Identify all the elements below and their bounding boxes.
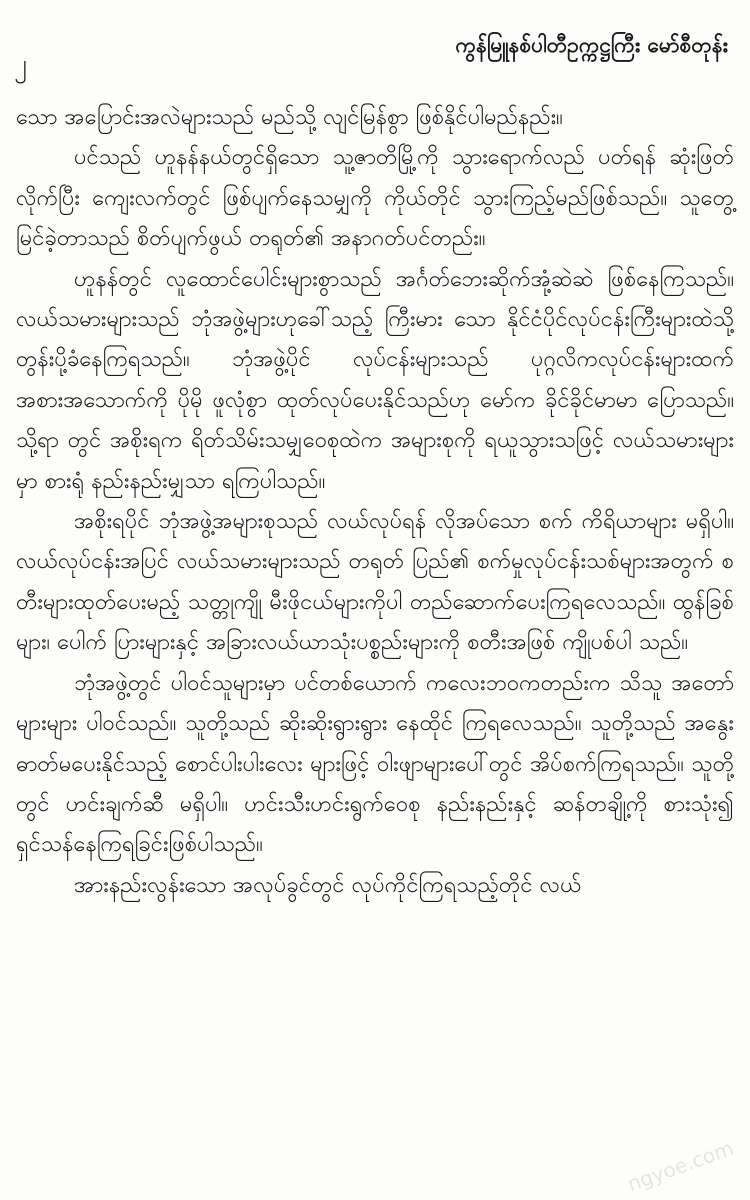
- running-header: ကွန်မြူနစ်ပါတီဥက္ကဋ္ဌကြီး မော်စီတုန်း: [455, 33, 728, 57]
- paragraph: အားနည်းလွန်းသော အလုပ်ခွင်တွင် လုပ်ကိုင်ကြရသည့်တိုင် လယ်: [74, 872, 582, 898]
- paragraph: အစိုးရပိုင် ဘုံအဖွဲ့အများစုသည် လယ်လုပ်ရန် လိုအပ်သော စက် ကိရိယာများ မရှိပါ။ လယ်လုပ်ငန်းအပြင် လယ်သမားများသည် တရုတ် ပြည်၏ စက်မှုလုပ်ငန်းသစ်များအတွက် စတီးများထုတ်ပေးမည့် သတ္တုကျို မီးဖိုငယ်များကိုပါ တည်ဆောက်ပေးကြရလေသည်။ ထွန်ခြစ်များ၊ ပေါက် ပြားများနှင့် အခြားလယ်ယာသုံးပစ္စည်းများကို စတီးအဖြစ် ကျိုပစ်ပါ သည်။: [16, 509, 734, 656]
- paragraph: ဟူနန်တွင် လူထောင်ပေါင်းများစွာသည် အင်္ဂတ်ဘေးဆိုက်အုံ့ဆဲဆဲ ဖြစ်နေကြသည်။ လယ်သမားများသည် ဘုံအဖွဲ့များဟုခေါ်သည့် ကြီးမား သော နိုင်ငံပိုင်လုပ်ငန်းကြီးများထဲသို့ တွန်းပို့ခံနေကြရသည်။ ဘုံအဖွဲ့ပိုင် လုပ်ငန်းများသည် ပုဂ္ဂလိကလုပ်ငန်းများထက် အစားအသောက်ကို ပိုမို ဖူလုံစွာ ထုတ်လုပ်ပေးနိုင်သည်ဟု မော်က ခိုင်ခိုင်မာမာ ပြောသည်။ သို့ရာ တွင် အစိုးရက ရိတ်သိမ်းသမျှဝေစုထဲက အများစုကို ရယူသွားသဖြင့် လယ်သမားများမှာ စားရုံ နည်းနည်းမျှသာ ရကြပါသည်။: [16, 266, 734, 494]
- paragraph: ပင်သည် ဟူနန်နယ်တွင်ရှိသော သူ့ဇာတိမြို့ကို သွားရောက်လည် ပတ်ရန် ဆုံးဖြတ်လိုက်ပြီး ကျေးလက်တွင် ဖြစ်ပျက်နေသမျှကို ကိုယ်တိုင် သွားကြည့်မည်ဖြစ်သည်။ သူတွေ့မြင်ခဲ့တာသည် စိတ်ပျက်ဖွယ် တရုတ်၏ အနာဂတ်ပင်တည်း။: [16, 145, 734, 252]
- page-number: ၂: [14, 49, 27, 79]
- body-text: [16, 98, 734, 906]
- watermark: ngyoe.com: [624, 1135, 737, 1197]
- paragraph: ဘုံအဖွဲ့တွင် ပါဝင်သူများမှာ ပင်တစ်ယောက် ကလေးဘဝကတည်းက သိသူ အတော်များများ ပါဝင်သည်။ သူတို့သည် ဆိုးဆိုးရွားရွား နေထိုင် ကြရလေသည်။ သူတို့သည် အနွေးဓာတ်မပေးနိုင်သည့် စောင်ပါးပါးလေး များဖြင့် ဝါးဖျာများပေါ်တွင် အိပ်စက်ကြရသည်။ သူတို့တွင် ဟင်းချက်ဆီ မရှိပါ။ ဟင်းသီးဟင်းရွက်ဝေစု နည်းနည်းနှင့် ဆန်တချို့ကို စားသုံး၍ ရှင်သန်နေကြရခြင်းဖြစ်ပါသည်။: [16, 670, 734, 858]
- paragraph: သော အပြောင်းအလဲများသည် မည်သို့ လျင်မြန်စွာ ဖြစ်နိုင်ပါမည်နည်း။: [16, 105, 563, 130]
